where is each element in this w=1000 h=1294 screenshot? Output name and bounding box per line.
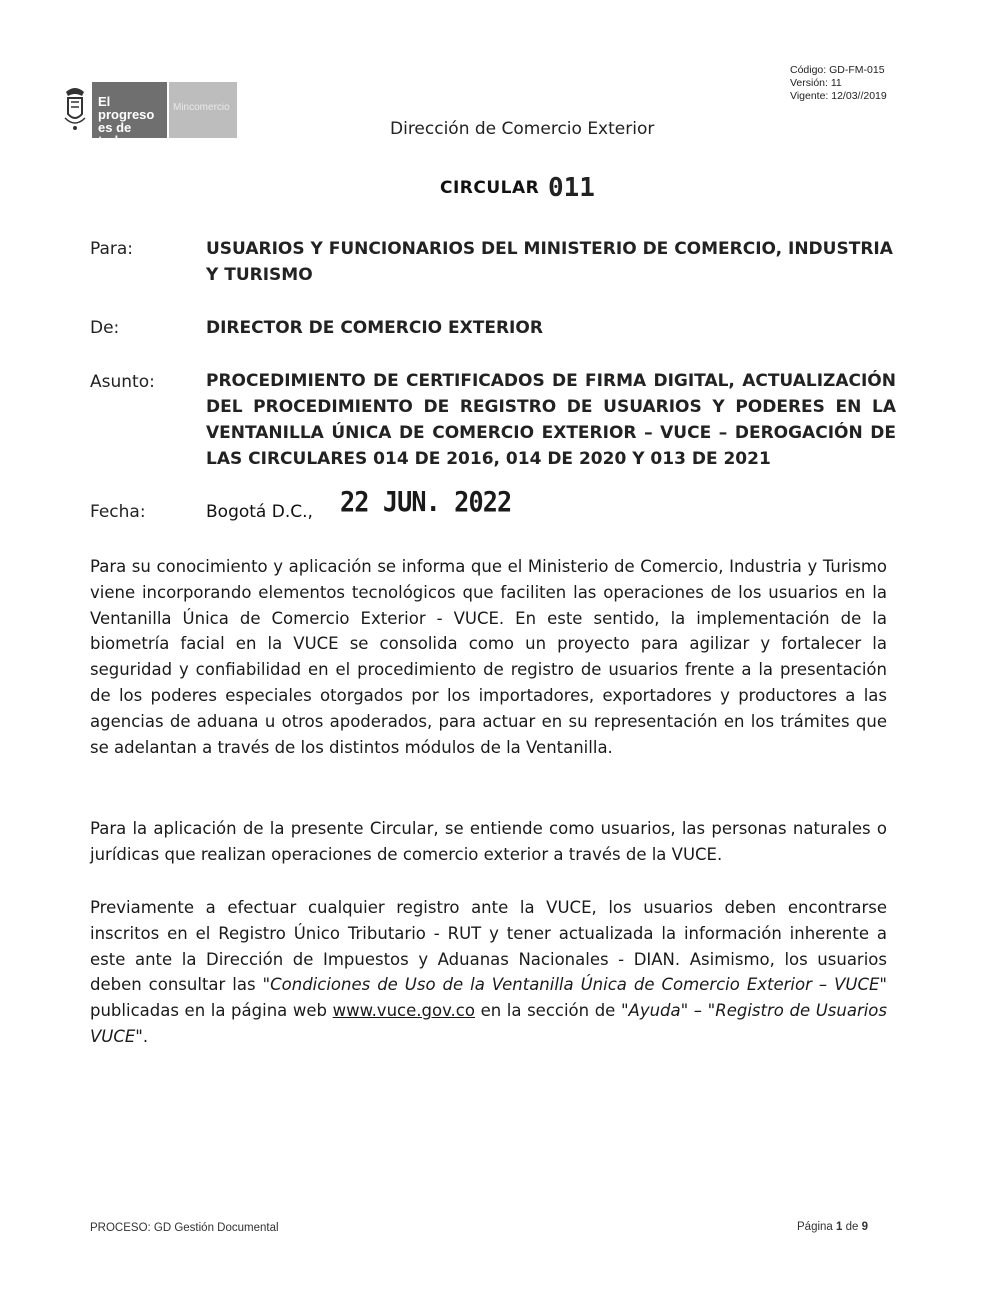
department-name: Dirección de Comercio Exterior <box>390 119 655 139</box>
paragraph-3-end: . <box>142 1026 149 1046</box>
header-logo <box>62 82 237 148</box>
page-mid: de <box>842 1221 862 1233</box>
de-label: De: <box>90 318 120 338</box>
footer-process: PROCESO: GD Gestión Documental <box>90 1222 279 1234</box>
paragraph-3-text-2: publicadas en la página web <box>90 1001 333 1021</box>
logo-line-1: El progreso <box>98 94 155 122</box>
coat-of-arms-icon <box>62 84 88 134</box>
page-prefix: Página <box>797 1221 837 1233</box>
document-valid-from: Vigente: 12/03//2019 <box>790 90 887 102</box>
body-paragraph-1: Para su conocimiento y aplicación se informa que el Ministerio de Comercio, Industria y Turismo viene incorporando elementos tecnológicos que faciliten las operaciones de los usuarios en la Ventanilla Única de Comercio Exterior - VUCE. En este sentido, la implementación de la biometría facial en la VUCE se consolida como un proyecto para agilizar y fortalecer la seguridad y confiabilidad en el procedimiento de registro de usuarios frente a la presentación de los poderes especiales otorgados por los importadores, exportadores y productores a las agencias de aduana u otros apoderados, para actuar en su representación en los trámites que se adelantan a través de los distintos módulos de la Ventanilla. <box>90 557 887 757</box>
logo-line-2: es de todos <box>98 120 134 148</box>
asunto-label: Asunto: <box>90 372 155 392</box>
footer-page-number <box>797 1221 868 1233</box>
paragraph-3-italic-2: "Ayuda" – "Registro de Usuarios VUCE" <box>90 1001 888 1046</box>
document-version: Versión: 11 <box>790 77 842 89</box>
para-label: Para: <box>90 239 134 259</box>
para-value: USUARIOS Y FUNCIONARIOS DEL MINISTERIO DE COMERCIO, INDUSTRIA Y TURISMO <box>206 239 893 285</box>
fecha-label: Fecha: <box>90 502 146 522</box>
de-value: DIRECTOR DE COMERCIO EXTERIOR <box>206 318 543 338</box>
body-paragraph-2: Para la aplicación de la presente Circular, se entiende como usuarios, las personas naturales o jurídicas que realizan operaciones de comercio exterior a través de la VUCE. <box>90 819 887 864</box>
asunto-value: PROCEDIMIENTO DE CERTIFICADOS DE FIRMA DIGITAL, ACTUALIZACIÓN DEL PROCEDIMIENTO DE REGISTRO DE USUARIOS Y PODERES EN LA VENTANILLA ÚNICA DE COMERCIO EXTERIOR – VUCE – DEROGACIÓN DE LAS CIRCULARES 014 DE 2016, 014 DE 2020 Y 013 DE 2021 <box>206 371 896 469</box>
fecha-city: Bogotá D.C., <box>206 502 313 522</box>
page-total: 9 <box>861 1221 869 1233</box>
page-current: 1 <box>836 1221 843 1233</box>
vuce-website-link[interactable]: www.vuce.gov.co <box>332 1001 475 1021</box>
body-paragraph-3 <box>90 895 887 1050</box>
government-logo <box>92 82 167 148</box>
paragraph-3-italic-1: "Condiciones de Uso de la Ventanilla Única de Comercio Exterior – VUCE" <box>262 975 887 995</box>
circular-title: CIRCULAR <box>440 178 540 198</box>
ministry-logo: Mincomercio <box>169 82 237 138</box>
date-stamp: 22 JUN. 2022 <box>340 485 512 518</box>
circular-number: 011 <box>548 173 595 203</box>
document-metadata <box>790 64 887 103</box>
paragraph-3-text-1: Previamente a efectuar cualquier registro ante la VUCE, los usuarios deben encontrarse inscritos en el Registro Único Tributario - RUT y tener actualizada la información inherente a este ante la Dirección de Impuestos y Aduanas Nacionales - DIAN. Asimismo, los usuarios deben consultar las <box>90 898 887 995</box>
document-code: Código: GD-FM-015 <box>790 64 885 76</box>
paragraph-3-text-3: en la sección de <box>474 1001 621 1021</box>
